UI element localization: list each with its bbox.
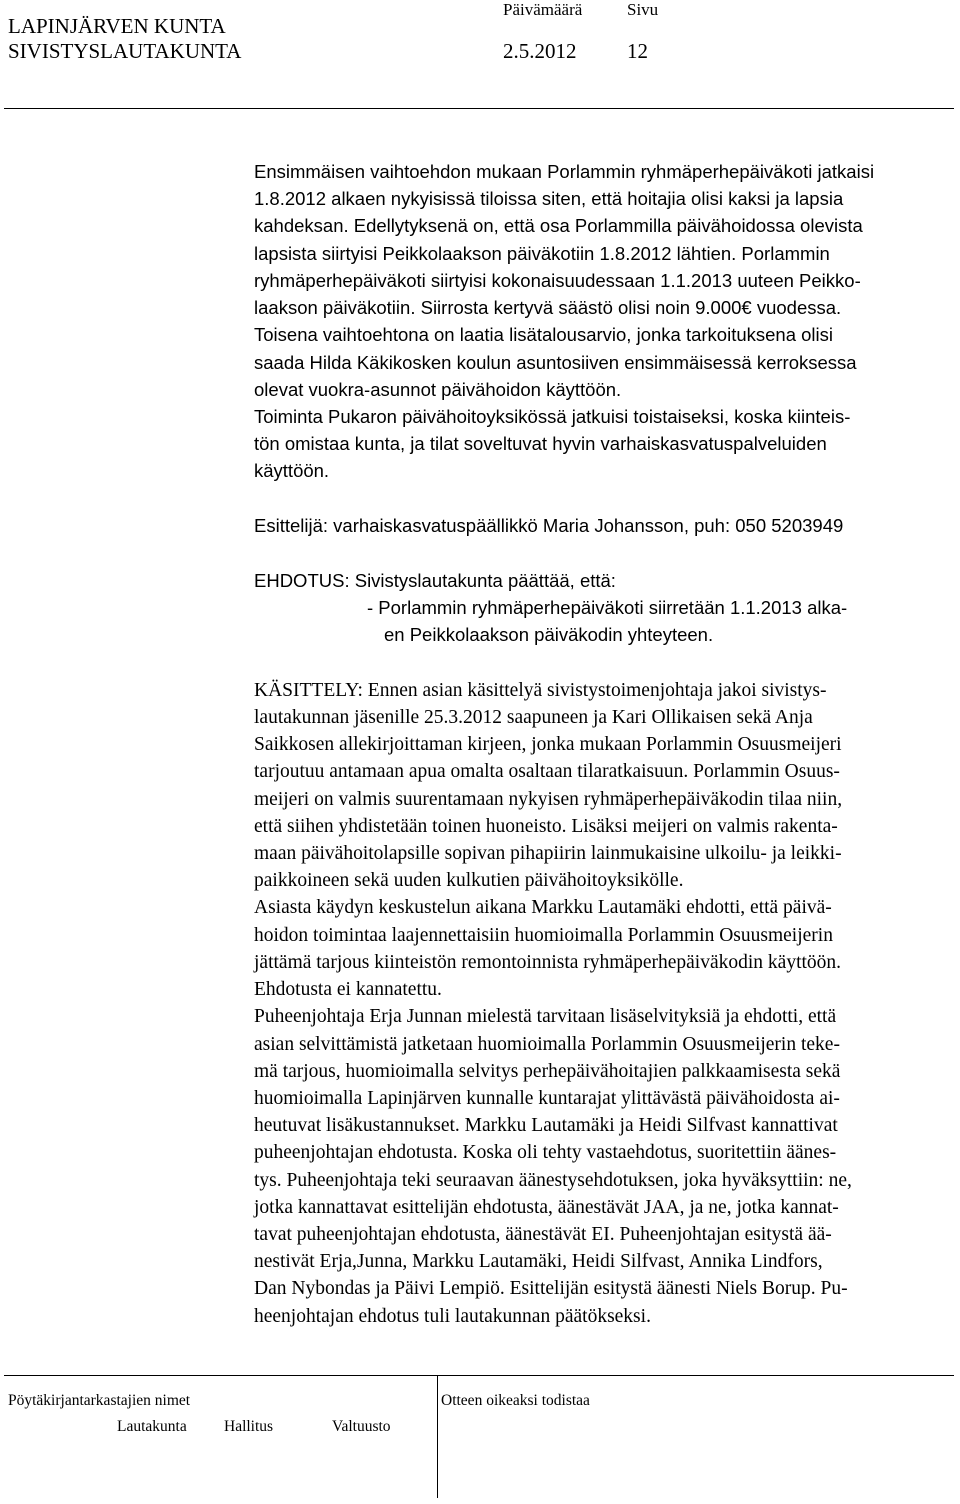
body-line: että siihen yhdistetään toinen huoneisto. Lisäksi meijeri on valmis rakenta- [254, 816, 838, 837]
page-label: Sivu [627, 0, 659, 19]
footer-column-divider [437, 1375, 438, 1498]
header-divider [4, 108, 954, 109]
page-number: 12 [627, 39, 648, 63]
body-line: jättämä tarjous kiinteistön remontoinnista ryhmäperhepäiväkodin käyttöön. [254, 952, 842, 973]
body-line: olevat vuokra-asunnot päivähoidon käyttöön. [254, 379, 622, 400]
body-line: ryhmäperhepäiväkoti siirtyisi kokonaisuudessaan 1.1.2013 uuteen Peikko- [254, 270, 861, 291]
body-line: Ehdotusta ei kannatettu. [254, 979, 442, 1000]
body-line: puheenjohtajan ehdotusta. Koska oli tehty vastaehdotus, suoritettiin äänes- [254, 1142, 837, 1163]
body-line: heutuvat lisäkustannukset. Markku Lautamäki ja Heidi Silfvast kannattivat [254, 1115, 838, 1136]
body-line: Asiasta käydyn keskustelun aikana Markku Lautamäki ehdotti, että päivä- [254, 897, 832, 918]
body-line: hoidon toimintaa laajennettaisiin huomioimalla Porlammin Osuusmeijerin [254, 925, 833, 946]
body-line: käyttöön. [254, 460, 330, 481]
body-line: 1.8.2012 alkaen nykyisissä tiloissa siten, että hoitajia olisi kaksi ja lapsia [254, 188, 844, 209]
body-line: Saikkosen allekirjoittaman kirjeen, jonka mukaan Porlammin Osuusmeijeri [254, 734, 842, 755]
proposal-heading: EHDOTUS: Sivistyslautakunta päättää, että: [254, 570, 616, 591]
body-line: jotka kannattavat esittelijän ehdotusta, äänestävät JAA, ja ne, jotka kannat- [254, 1197, 839, 1218]
date-label: Päivämäärä [503, 0, 583, 19]
body-line: heenjohtajan ehdotus tuli lautakunnan päätökseksi. [254, 1306, 651, 1327]
body-line: laakson päiväkotiin. Siirrosta kertyvä säästö olisi noin 9.000€ vuodessa. [254, 297, 842, 318]
body-line: Ensimmäisen vaihtoehdon mukaan Porlammin ryhmäperhepäiväkoti jatkaisi [254, 161, 875, 182]
organization-name: LAPINJÄRVEN KUNTA [8, 14, 226, 38]
presenter-line: Esittelijä: varhaiskasvatuspäällikkö Maria Johansson, puh: 050 5203949 [254, 515, 844, 536]
proposal-item: - Porlammin ryhmäperhepäiväkoti siirretään 1.1.2013 alka- [367, 597, 848, 618]
body-line: nestivät Erja,Junna, Markku Lautamäki, Heidi Silfvast, Annika Lindfors, [254, 1251, 823, 1272]
body-line: huomioimalla Lapinjärven kunnalle kuntarajat ylittävästä päivähoidosta ai- [254, 1088, 840, 1109]
proposal-item: en Peikkolaakson päiväkodin yhteyteen. [384, 624, 714, 645]
body-line: Toisena vaihtoehtona on laatia lisätalousarvio, jonka tarkoituksena olisi [254, 324, 833, 345]
body-line: lautakunnan jäsenille 25.3.2012 saapuneen ja Kari Ollikaisen sekä Anja [254, 707, 813, 728]
body-line: Toiminta Pukaron päivähoitoyksikössä jatkuisi toistaiseksi, koska kiinteis- [254, 406, 851, 427]
body-line: meijeri on valmis suurentamaan nykyisen ryhmäperhepäiväkodin tilaa niin, [254, 789, 843, 810]
board-name: SIVISTYSLAUTAKUNTA [8, 39, 242, 63]
reviewers-label: Pöytäkirjantarkastajien nimet [8, 1392, 191, 1409]
body-line: kahdeksan. Edellytyksenä on, että osa Porlammilla päivähoidossa olevista [254, 215, 863, 236]
body-line: saada Hilda Käkikosken koulun asuntosiiven ensimmäisessä kerroksessa [254, 352, 857, 373]
body-line: maan päivähoitolapsille sopivan pihapiirin lainmukaisine ulkoilu- ja leikki- [254, 843, 842, 864]
body-line: mä tarjous, huomioimalla selvitys perhepäivähoitajien palkkaamisesta sekä [254, 1061, 841, 1082]
body-line: asian selvittämistä jatketaan huomioimalla Porlammin Osuusmeijerin teke- [254, 1034, 840, 1055]
body-line: tys. Puheenjohtaja teki seuraavan äänestysehdotuksen, joka hyväksyttiin: ne, [254, 1170, 852, 1191]
body-line: tavat puheenjohtajan ehdotusta, äänestävät EI. Puheenjohtajan esitystä ää- [254, 1224, 832, 1245]
document-date: 2.5.2012 [503, 39, 577, 63]
body-line: tön omistaa kunta, ja tilat soveltuvat hyvin varhaiskasvatuspalveluiden [254, 433, 827, 454]
body-lautakunta: Lautakunta [117, 1418, 187, 1435]
body-line: tarjoutuu antamaan apua omalta osaltaan tilaratkaisuun. Porlammin Osuus- [254, 761, 840, 782]
body-valtuusto: Valtuusto [332, 1418, 391, 1435]
body-line: Puheenjohtaja Erja Junnan mielestä tarvitaan lisäselvityksiä ja ehdotti, että [254, 1006, 837, 1027]
body-line: lapsista siirtyisi Peikkolaakson päiväkotiin 1.8.2012 lähtien. Porlammin [254, 243, 830, 264]
body-line: KÄSITTELY: Ennen asian käsittelyä sivistystoimenjohtaja jakoi sivistys- [254, 680, 827, 701]
footer-top-rule [4, 1375, 954, 1376]
body-hallitus: Hallitus [224, 1418, 274, 1435]
body-line: Dan Nybondas ja Päivi Lempiö. Esittelijän esitystä äänesti Niels Borup. Pu- [254, 1278, 848, 1299]
certified-copy-label: Otteen oikeaksi todistaa [441, 1392, 590, 1409]
body-line: paikkoineen sekä uuden kulkutien päivähoitoyksikölle. [254, 870, 684, 891]
